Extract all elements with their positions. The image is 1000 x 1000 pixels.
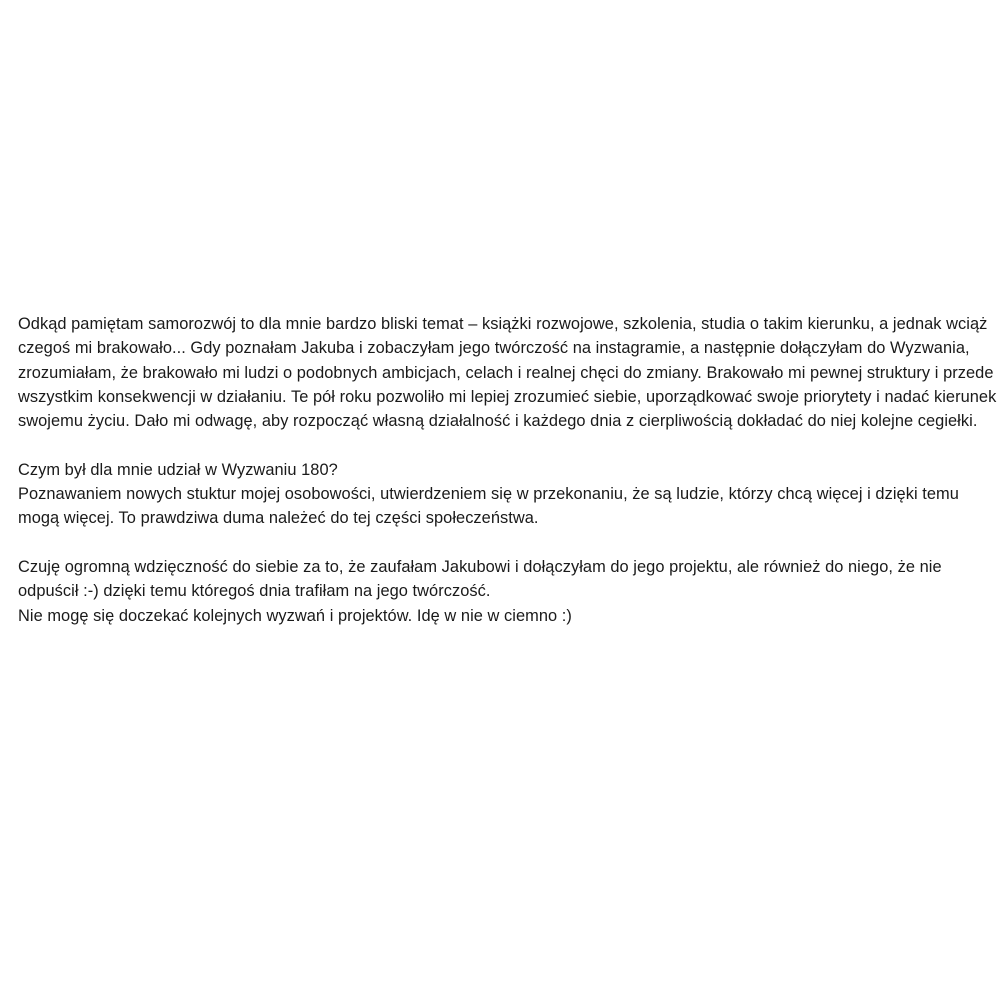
text-line: wszystkim konsekwencji w działaniu. Te pół roku pozwoliło mi lepiej zrozumieć siebie, uporządkować swoje priorytety i nadać kierunek [18,387,997,406]
paragraph-1 [18,312,997,433]
text-line: Czuję ogromną wdzięczność do siebie za to, że zaufałam Jakubowi i dołączyłam do jego projektu, ale również do niego, że nie [18,557,942,576]
testimonial-text [18,312,997,628]
text-line: swojemu życiu. Dało mi odwagę, aby rozpocząć własną działalność i każdego dnia z cierpliwością dokładać do niej kolejne cegiełki. [18,412,978,431]
paragraph-spacer [18,531,984,555]
paragraph-2 [18,458,984,531]
text-line: mogą więcej. To prawdziwa duma należeć do tej części społeczeństwa. [18,509,539,528]
text-line: odpuścił :-) dzięki temu któregoś dnia trafiłam na jego twórczość. [18,582,491,601]
text-line: zrozumiałam, że brakowało mi ludzi o podobnych ambicjach, celach i realnej chęci do zmiany. Brakowało mi pewnej struktury i przede [18,363,994,382]
question-line: Czym był dla mnie udział w Wyzwaniu 180? [18,460,338,479]
text-line: Poznawaniem nowych stuktur mojej osobowości, utwierdzeniem się w przekonaniu, że są ludzie, którzy chcą więcej i dzięki temu [18,485,959,504]
paragraph-spacer [18,433,984,457]
text-line: Nie mogę się doczekać kolejnych wyzwań i projektów. Idę w nie w ciemno :) [18,606,572,625]
paragraph-3 [18,555,984,628]
text-line: Odkąd pamiętam samorozwój to dla mnie bardzo bliski temat – książki rozwojowe, szkolenia, studia o takim kierunku, a jednak wciąż [18,315,988,333]
text-line: czegoś mi brakowało... Gdy poznałam Jakuba i zobaczyłam jego twórczość na instagramie, a następnie dołączyłam do Wyzwania, [18,339,970,358]
